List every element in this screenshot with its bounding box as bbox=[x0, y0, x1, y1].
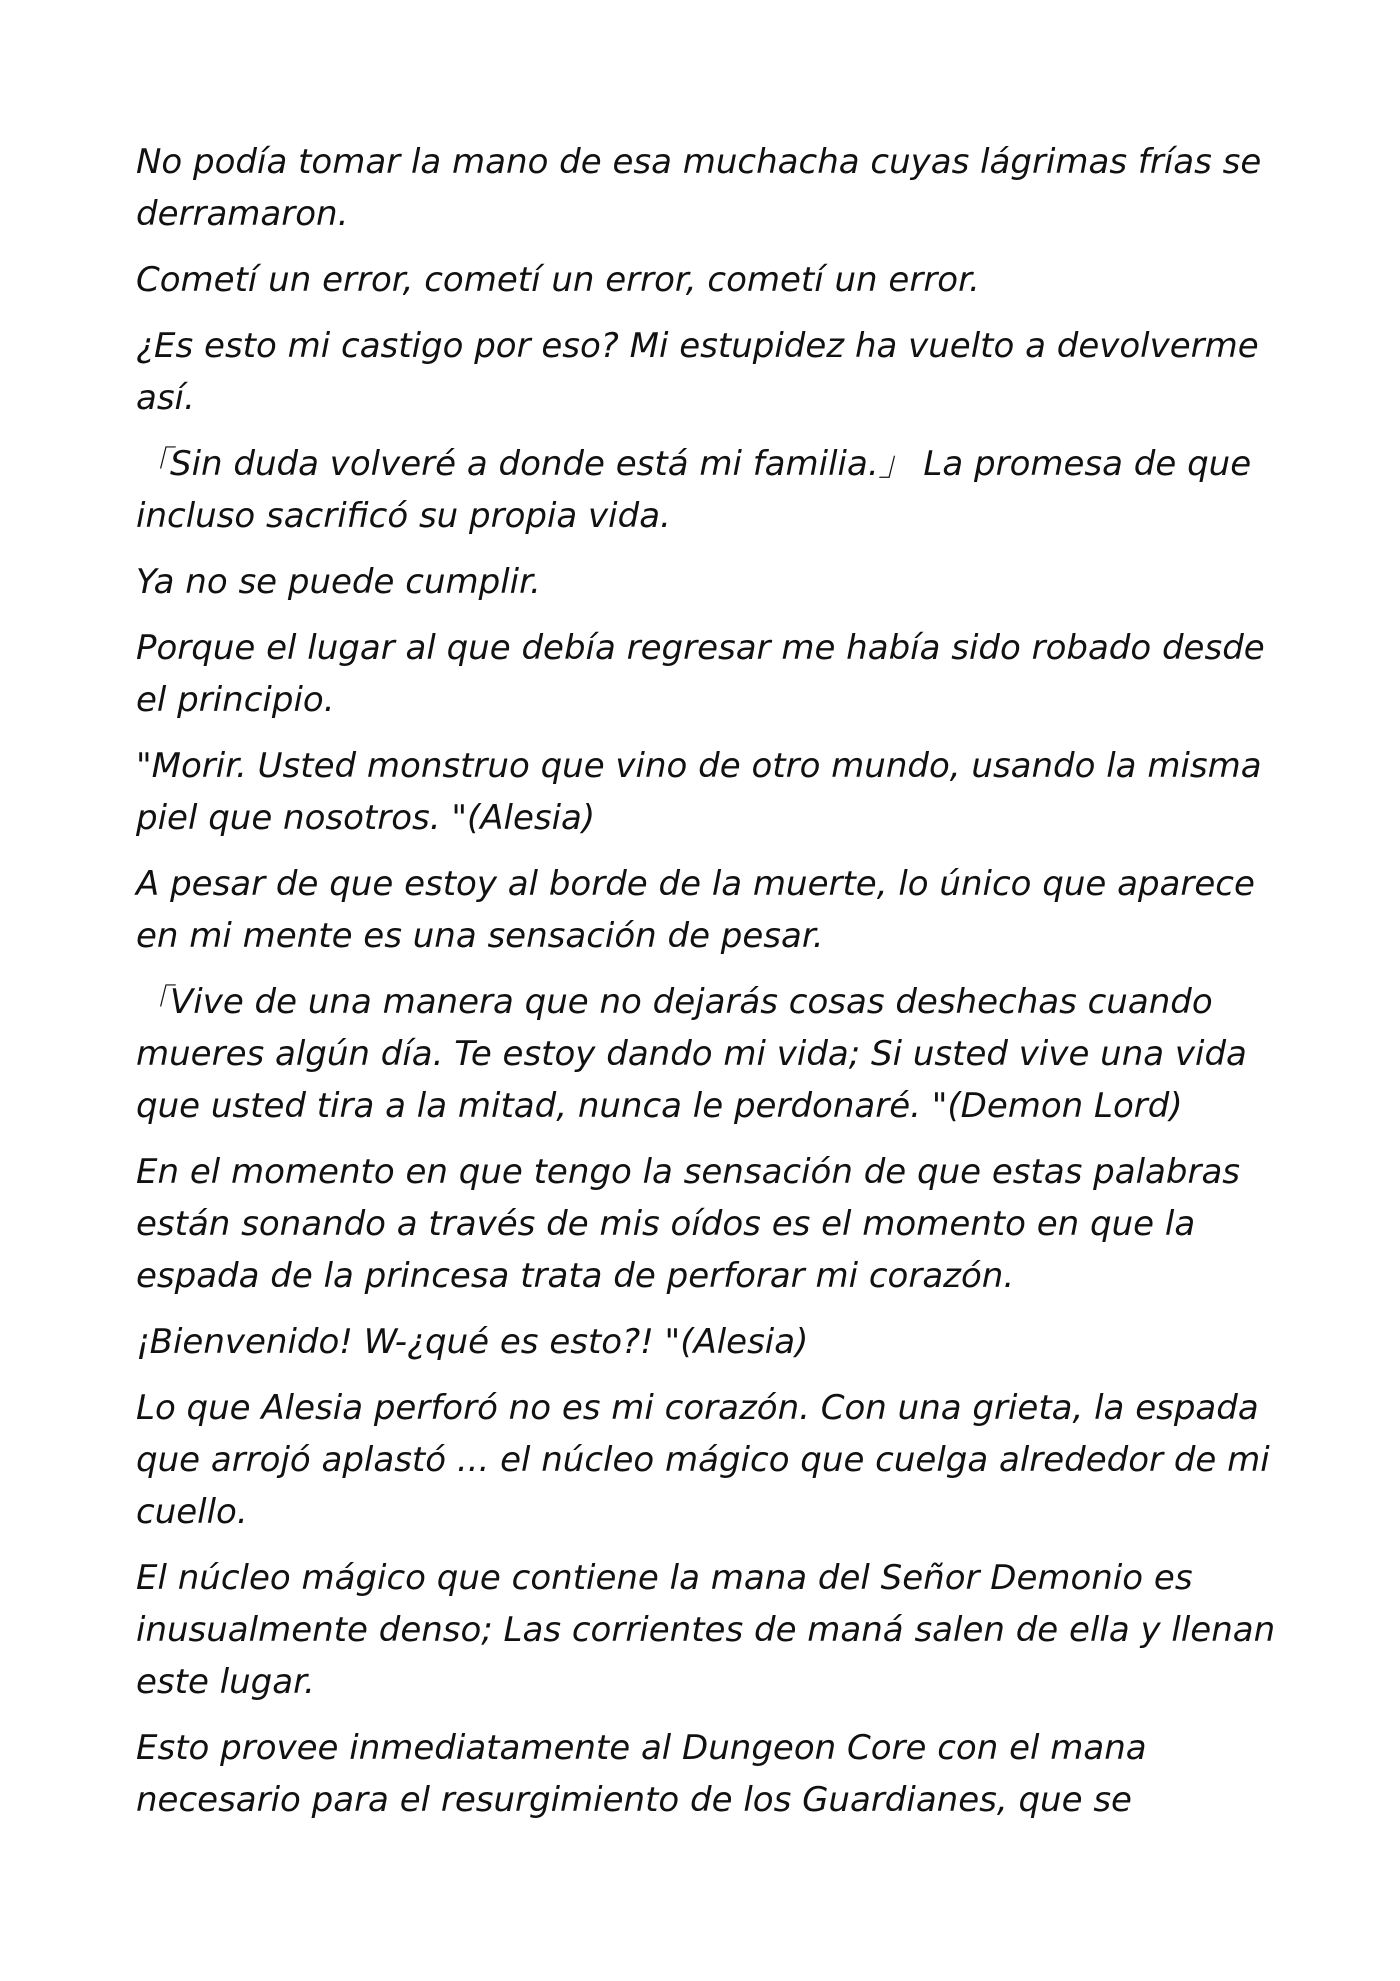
paragraph: Lo que Alesia perforó no es mi corazón. Con una grieta, la espada que arrojó aplastó ... el núcleo mágico que cuelga alrededor de mi cuello. bbox=[136, 1388, 1270, 1532]
paragraph: ¿Es esto mi castigo por eso? Mi estupidez ha vuelto a devolverme así. bbox=[136, 326, 1259, 418]
paragraph: Esto provee inmediatamente al Dungeon Core con el mana necesario para el resurgimiento de los Guardianes, que se bbox=[136, 1728, 1147, 1820]
paragraph: A pesar de que estoy al borde de la muerte, lo único que aparece en mi mente es una sensación de pesar. bbox=[136, 864, 1255, 956]
paragraph: Ya no se puede cumplir. bbox=[136, 562, 541, 602]
paragraph: No podía tomar la mano de esa muchacha cuyas lágrimas frías se derramaron. bbox=[136, 142, 1262, 234]
paragraph: 「Vive de una manera que no dejarás cosas deshechas cuando mueres algún día. Te estoy dando mi vida; Si usted vive una vida que usted tira a la mitad, nunca le perdonaré. "(Demon Lord) bbox=[136, 982, 1247, 1126]
paragraph: En el momento en que tengo la sensación de que estas palabras están sonando a través de mis oídos es el momento en que la espada de la princesa trata de perforar mi corazón. bbox=[136, 1152, 1240, 1296]
paragraph: 「Sin duda volveré a donde está mi familia.」 La promesa de que incluso sacrificó su propia vida. bbox=[136, 444, 1252, 536]
paragraph: ¡Bienvenido! W-¿qué es esto?! "(Alesia) bbox=[136, 1322, 809, 1362]
paragraph: "Morir. Usted monstruo que vino de otro mundo, usando la misma piel que nosotros. "(Alesia) bbox=[136, 746, 1262, 838]
paragraph: Porque el lugar al que debía regresar me había sido robado desde el principio. bbox=[136, 628, 1265, 720]
body-text bbox=[136, 136, 1276, 1840]
paragraph: El núcleo mágico que contiene la mana del Señor Demonio es inusualmente denso; Las corrientes de maná salen de ella y llenan este lugar. bbox=[136, 1558, 1276, 1702]
paragraph: Cometí un error, cometí un error, cometí un error. bbox=[136, 260, 980, 300]
